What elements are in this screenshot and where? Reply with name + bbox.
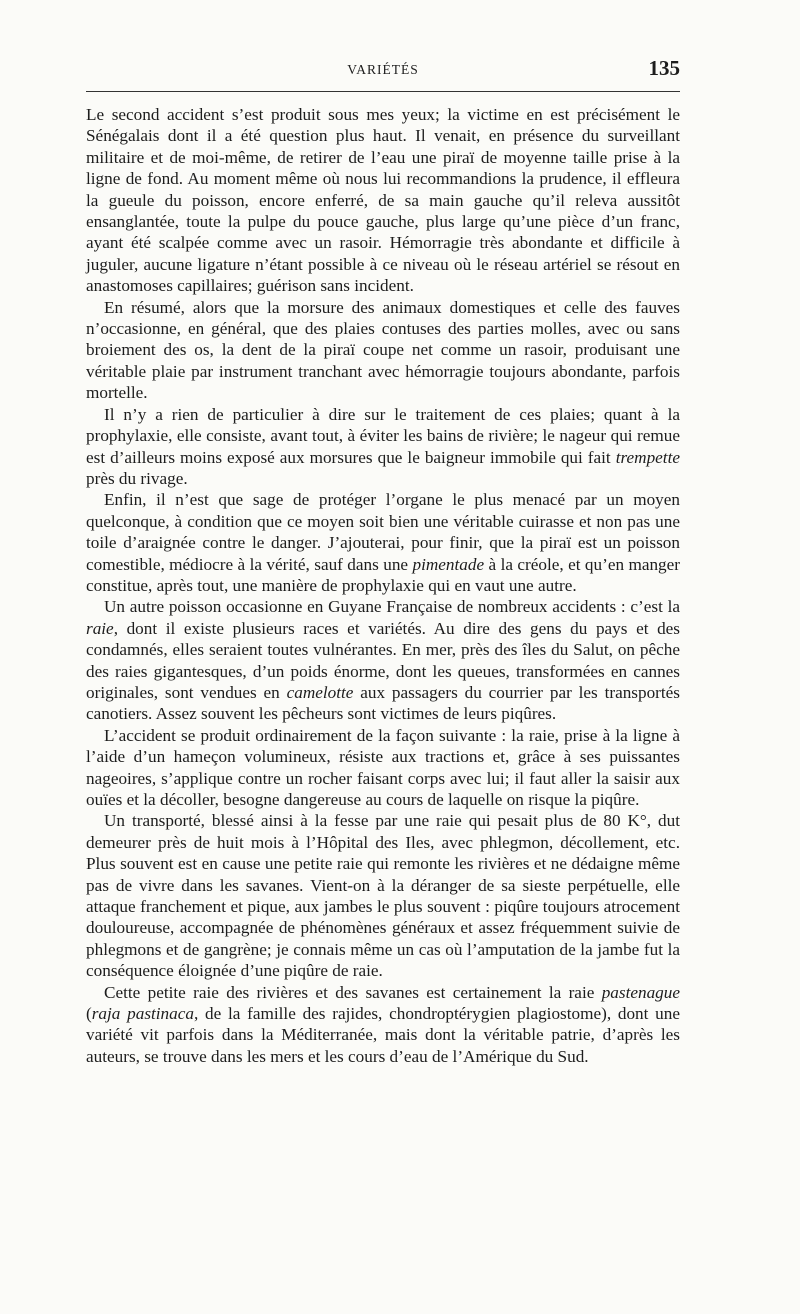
paragraph (86, 404, 680, 490)
text-run: aux passagers du courrier par les transportés canotiers. Assez souvent les pêcheurs sont victimes de leurs piqûres. (86, 682, 680, 724)
paragraph (86, 297, 680, 404)
italic-term: pastenague (601, 982, 680, 1002)
text-run: à la créole, et qu’en manger constitue, après tout, une manière de prophylaxie qui en vaut une autre. (86, 554, 681, 595)
paragraph (86, 104, 680, 297)
paragraph (86, 596, 680, 724)
italic-term: raja pastinaca (91, 1004, 194, 1024)
page-number: 135 (648, 56, 680, 80)
paragraph (86, 725, 680, 811)
text-run: Enfin, il n’est que sage de protéger l’organe le plus menacé par un moyen quelconque, à condition que ce moyen soit bien une véritable cuirasse et non pas une toile d’araignée contre le danger. J’ajouterai, pour finir, que la piraï est un poisson comestible, médiocre à la vérité, sauf dans une (86, 490, 680, 574)
text-run: Un transporté, blessé ainsi à la fesse par une raie qui pesait plus de 80 K°, dut demeurer près de huit mois à l’Hôpital des Iles, avec phlegmon, décollement, etc. Plus souvent est en cause une petite raie qui remonte les rivières et ne dédaigne même pas de vivre dans les savanes. Vient-on à la déranger de sa sieste perpétuelle, elle attaque franchement et pique, aux jambes le plus souvent : piqûre toujours atrocement douloureuse, accompagnée de phénomènes généraux et assez fréquemment suivie de phlegmons et de gangrène; je connais même un cas où l’amputation de la jambe fut la conséquence éloignée d’une piqûre de raie. (86, 811, 680, 981)
text-run: près du rivage. (86, 468, 188, 488)
italic-term: camelotte (286, 682, 354, 702)
paragraph (86, 489, 680, 596)
text-run: Un autre poisson occasionne en Guyane Française de nombreux accidents : c’est la (104, 597, 680, 617)
text-run: , dont il existe plusieurs races et variétés. Au dire des gens du pays et des condamnés, elles seraient toutes vulnérantes. En mer, près des îles du Salut, on pêche des raies gigantesques, d’un poids énorme, dont les queues, transformées en cannes originales, sont vendues en (86, 618, 680, 702)
paragraph (86, 982, 680, 1068)
text-run: En résumé, alors que la morsure des animaux domestiques et celle des fauves n’occasionne, en général, que des plaies contuses des parties molles, avec ou sans broiement des os, la dent de la piraï coupe net comme un rasoir, produisant une véritable plaie par instrument tranchant avec hémorragie toujours abondante, parfois mortelle. (86, 297, 680, 403)
text-run: Le second accident s’est produit sous mes yeux; la victime en est précisément le Sénégalais dont il a été question plus haut. Il venait, en présence du surveillant militaire et de moi-même, de retirer de l’eau une piraï de moyenne taille prise à la ligne de fond. Au moment même où nous lui recommandions la prudence, il effleura la gueule du poisson, encore enferré, de sa main gauche qu’il releva aussitôt ensanglantée, toute la pulpe du pouce gauche, plus large qu’une pièce d’un franc, ayant été scalpée comme avec un rasoir. Hémorragie très abondante et difficile à juguler, aucune ligature n’étant possible à ce niveau où le réseau artériel se résout en anastomoses capillaires; guérison sans incident. (86, 105, 680, 296)
text-run: ( (86, 1004, 92, 1024)
italic-term: raie (86, 618, 114, 638)
italic-term: pimentade (412, 554, 485, 574)
text-run: , de la famille des rajides, chondroptérygien plagiostome), dont une variété vit parfois dans la Méditerranée, mais dont la véritable patrie, d’après les auteurs, se trouve dans les mers et les cours d’eau de l’Amérique du Sud. (86, 1004, 680, 1066)
text-run: Il n’y a rien de particulier à dire sur le traitement de ces plaies; quant à la prophylaxie, elle consiste, avant tout, à éviter les bains de rivière; le nageur qui remue est d’ailleurs moins exposé aux morsures que le baigneur immobile qui fait (86, 404, 680, 467)
header-rule (86, 91, 680, 92)
paragraph (86, 810, 680, 981)
body-text (86, 104, 680, 1067)
text-run: L’accident se produit ordinairement de la façon suivante : la raie, prise à la ligne à l’aide d’un hameçon volumineux, résiste aux tractions et, grâce à ses puissantes nageoires, s’applique contre un rocher faisant corps avec lui; il faut aller la saisir aux ouïes et la décoller, besogne dangereuse au cours de laquelle on risque la piqûre. (86, 725, 680, 809)
running-title: VARIÉTÉS (347, 62, 419, 77)
text-run: Cette petite raie des rivières et des savanes est certainement la raie (104, 982, 602, 1002)
italic-term: trempette (615, 447, 680, 467)
page-header (86, 56, 680, 86)
